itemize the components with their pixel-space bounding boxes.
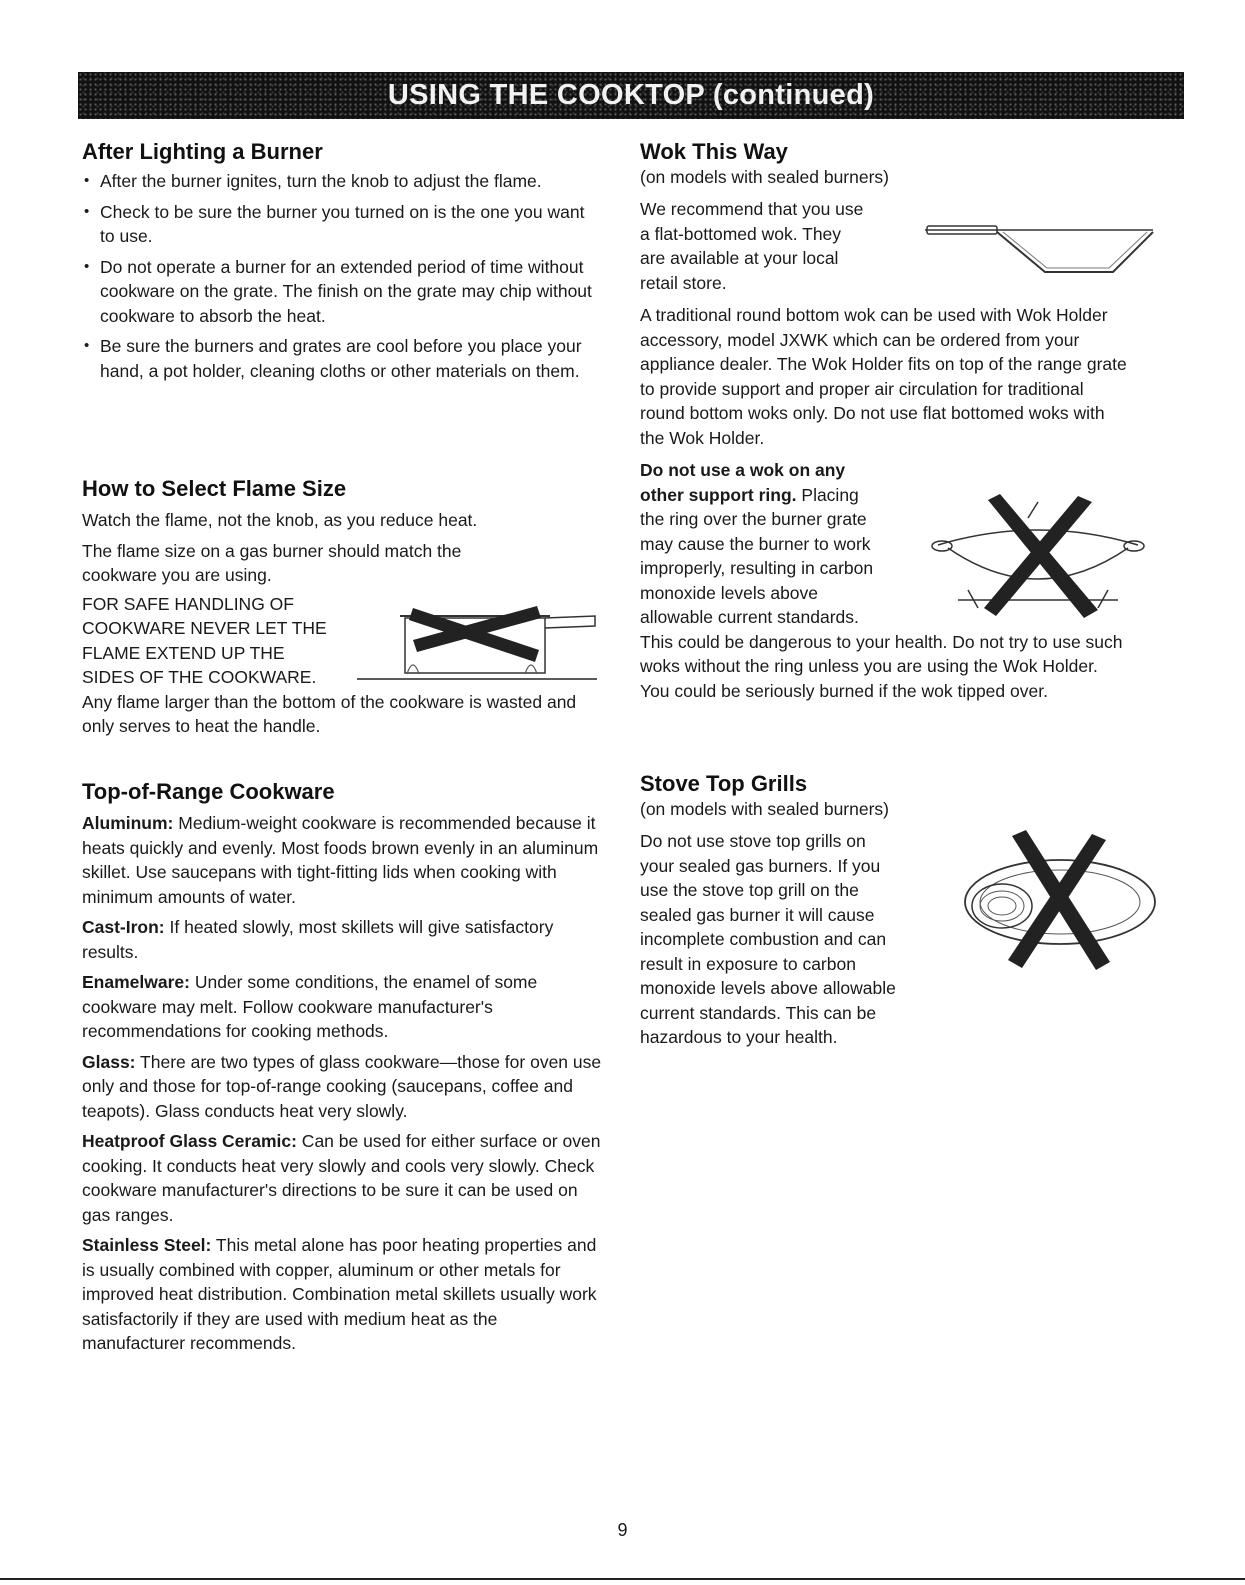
text-line: Do not use stove top grills on	[640, 831, 866, 851]
text-line: allowable current standards.	[640, 607, 859, 627]
cookware-label: Stainless Steel:	[82, 1235, 212, 1255]
list-item: • Do not operate a burner for an extended period of time without cookware on the grate. The finish on the grate may chip without cookware to absorb the heat.	[82, 255, 602, 329]
bottom-divider	[0, 1578, 1245, 1580]
cookware-text: There are two types of glass cookware—those for oven use only and those for top-of-range cooking (saucepans, coffee and teapots). Glass conducts heat very slowly.	[82, 1051, 602, 1121]
caps-line: SIDES OF THE COOKWARE.	[82, 667, 317, 687]
banner-title: USING THE COOKTOP (continued)	[387, 79, 875, 111]
cookware-text: If heated slowly, most skillets will give satisfactory results.	[82, 917, 554, 962]
flame-size-paragraph-1: Watch the flame, not the knob, as you reduce heat.	[82, 510, 478, 530]
grills-subheading: (on models with sealed burners)	[640, 799, 890, 819]
wok-subheading: (on models with sealed burners)	[640, 167, 890, 187]
wok-paragraph-3: This could be dangerous to your health. Do not try to use such woks without the ring unless you are using the Wok Holder. You could be seriously burned if the wok tipped over.	[640, 631, 1123, 701]
cookware-label: Enamelware:	[82, 972, 190, 992]
text-line: monoxide levels above	[640, 582, 819, 603]
wok-warning-bold-line: other support ring.	[640, 484, 797, 505]
wok-on-ring-crossed-out-illustration	[928, 490, 1148, 620]
text-line: use the stove top grill on the	[640, 880, 859, 900]
text-line: monoxide levels above allowable	[640, 978, 896, 998]
list-item: • Check to be sure the burner you turned on is the one you want to use.	[82, 200, 602, 249]
cookware-text: Under some conditions, the enamel of some cookware may melt. Follow cookware manufacturer's recommendations for cooking methods.	[82, 972, 538, 1041]
grills-heading: Stove Top Grills	[640, 771, 808, 796]
cookware-label: Glass:	[82, 1051, 136, 1072]
list-item: • Be sure the burners and grates are cool before you place your hand, a pot holder, cleaning cloths or other materials on them.	[82, 334, 602, 383]
text-line: your sealed gas burners. If you	[640, 855, 881, 876]
list-item: • After the burner ignites, turn the knob to adjust the flame.	[82, 169, 602, 194]
text-line: may cause the burner to work	[640, 533, 871, 554]
after-lighting-heading: After Lighting a Burner	[82, 139, 323, 164]
flame-size-paragraph-3: Any flame larger than the bottom of the cookware is wasted and only serves to heat the handle.	[82, 691, 577, 736]
cookware-aluminum	[82, 811, 602, 909]
text-line: incomplete combustion and can	[640, 929, 887, 949]
cookware-heading: Top-of-Range Cookware	[82, 779, 335, 804]
wok-paragraph-2: A traditional round bottom wok can be used with Wok Holder accessory, model JXWK which can be ordered from your appliance dealer. The Wok Holder fits on top of the range grate to provide support and proper air circulation for traditional round bottom woks only. Do not use flat bottomed woks with the Wok Holder.	[640, 305, 1127, 448]
text-line: current standards. This can be	[640, 1002, 877, 1023]
after-lighting-section	[82, 138, 602, 389]
section-banner	[78, 72, 1184, 119]
cookware-label: Heatproof Glass Ceramic:	[82, 1131, 297, 1151]
wok-heading: Wok This Way	[640, 139, 788, 164]
caps-line: COOKWARE NEVER LET THE	[82, 618, 327, 638]
text-line: Placing	[796, 484, 859, 505]
text-line: improperly, resulting in carbon	[640, 558, 874, 578]
cookware-label: Cast-Iron:	[82, 917, 165, 937]
flat-bottom-wok-illustration	[925, 220, 1165, 278]
cookware-label: Aluminum:	[82, 813, 174, 833]
text-line: hazardous to your health.	[640, 1027, 838, 1047]
flame-size-heading: How to Select Flame Size	[82, 476, 347, 501]
cookware-text: Medium-weight cookware is recommended because it heats quickly and evenly. Most foods brown evenly in an aluminum skillet. Use saucepans with tight-fitting lids when cooking with minimum amounts of water.	[82, 813, 599, 907]
wok-warning-bold-line: Do not use a wok on any	[640, 460, 846, 480]
cookware-heatproof-glass-ceramic	[82, 1129, 602, 1227]
after-lighting-list	[82, 169, 602, 383]
cookware-stainless-steel	[82, 1233, 602, 1356]
cookware-text: This metal alone has poor heating properties and is usually combined with copper, aluminum or other metals for improved heat distribution. Combination metal skillets usually work satisfactorily if they are used with medium heat as the manufacturer recommends.	[82, 1235, 597, 1353]
text-line: We recommend that you use	[640, 199, 864, 219]
cookware-cast-iron	[82, 915, 602, 964]
text-line: the ring over the burner grate	[640, 509, 867, 529]
text-line: are available at your local	[640, 248, 839, 268]
cookware-section	[82, 778, 602, 1356]
text-line: a flat-bottomed wok. They	[640, 223, 842, 244]
cookware-enamelware	[82, 970, 602, 1044]
page-number: 9	[617, 1520, 628, 1540]
saucepan-crossed-out-illustration	[355, 578, 605, 686]
text-line: result in exposure to carbon	[640, 953, 856, 974]
caps-line: FOR SAFE HANDLING OF	[82, 593, 294, 614]
cookware-text: Can be used for either surface or oven cooking. It conducts heat very slowly and cools very slowly. Check cookware manufacturer's directions to be sure it can be used on gas ranges.	[82, 1131, 601, 1225]
caps-line: FLAME EXTEND UP THE	[82, 642, 285, 663]
stove-top-grill-crossed-out-illustration	[960, 830, 1160, 970]
cookware-glass	[82, 1050, 602, 1124]
text-line: retail store.	[640, 272, 727, 293]
flame-size-paragraph-2: The flame size on a gas burner should match the cookware you are using.	[82, 540, 462, 585]
text-line: sealed gas burner it will cause	[640, 904, 875, 925]
